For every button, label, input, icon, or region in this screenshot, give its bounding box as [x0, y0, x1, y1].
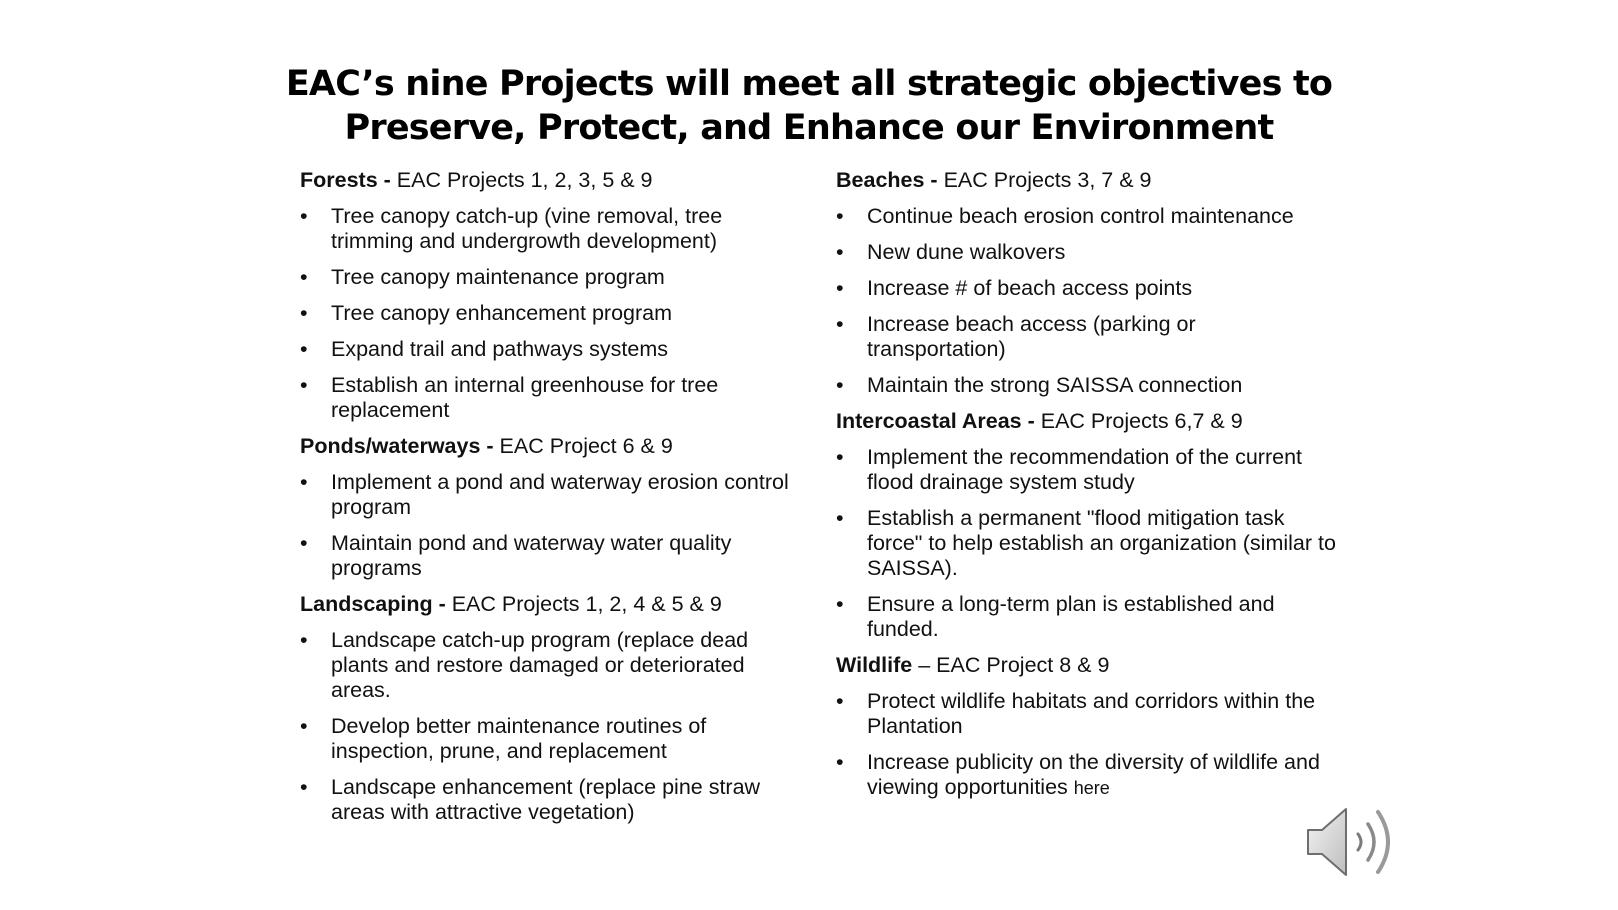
list-item: [300, 204, 810, 254]
bullet: •: [836, 312, 844, 336]
ponds-list: [300, 470, 810, 581]
section-label: Ponds/waterways -: [300, 434, 494, 458]
bullet: •: [300, 337, 308, 361]
list-item: [836, 750, 1336, 801]
beaches-list: [836, 204, 1336, 398]
list-item-text: Implement a pond and waterway erosion control program: [331, 470, 789, 519]
list-item: [836, 312, 1336, 362]
list-item-text: Landscape catch-up program (replace dead plants and restore damaged or deteriorated areas.: [331, 628, 749, 702]
slide-title-line-2: Preserve, Protect, and Enhance our Environment: [344, 108, 1274, 148]
bullet: •: [300, 531, 308, 555]
list-item: [836, 445, 1336, 495]
list-item: [300, 775, 810, 825]
list-item: [300, 265, 810, 290]
list-item-text: Establish a permanent "flood mitigation task force" to help establish an organization (similar to SAISSA).: [867, 506, 1336, 580]
sound-wave-2: [1368, 824, 1374, 860]
section-heading-ponds: [300, 434, 810, 459]
list-item: [836, 373, 1336, 398]
bullet: •: [300, 265, 308, 289]
bullet: •: [836, 240, 844, 264]
list-item: [300, 337, 810, 362]
bullet: •: [836, 373, 844, 397]
wildlife-list: [836, 689, 1336, 801]
section-projects: EAC Projects 1, 2, 4 & 5 & 9: [445, 592, 722, 616]
section-projects: EAC Projects 1, 2, 3, 5 & 9: [390, 168, 653, 192]
list-item: [836, 204, 1336, 229]
bullet: •: [836, 592, 844, 616]
section-heading-wildlife: [836, 653, 1336, 678]
list-item-text: New dune walkovers: [867, 240, 1066, 264]
bullet: •: [300, 373, 308, 397]
right-column: [836, 168, 1336, 812]
list-item-text: Landscape enhancement (replace pine straw areas with attractive vegetation): [331, 775, 761, 824]
list-item-text: Increase beach access (parking or transportation): [867, 312, 1196, 361]
bullet: •: [300, 301, 308, 325]
section-heading-intercoastal: [836, 409, 1336, 434]
section-projects: EAC Projects 6,7 & 9: [1034, 409, 1243, 433]
section-label: Wildlife: [836, 653, 913, 677]
section-label: Forests -: [300, 168, 391, 192]
list-item-text: Implement the recommendation of the current flood drainage system study: [867, 445, 1302, 494]
list-item-text: Increase # of beach access points: [867, 276, 1193, 300]
bullet: •: [836, 204, 844, 228]
list-item: [836, 592, 1336, 642]
list-item: [836, 506, 1336, 581]
list-item: [836, 276, 1336, 301]
list-item: [836, 689, 1336, 739]
list-item-text: Continue beach erosion control maintenance: [867, 204, 1294, 228]
list-item: [836, 240, 1336, 265]
list-item: [300, 714, 810, 764]
bullet: •: [300, 470, 308, 494]
list-item-text: Tree canopy maintenance program: [331, 265, 665, 289]
bullet: •: [836, 506, 844, 530]
section-heading-landscaping: [300, 592, 810, 617]
list-item-text: Tree canopy catch-up (vine removal, tree trimming and undergrowth development): [331, 204, 723, 253]
list-item-text: Expand trail and pathways systems: [331, 337, 668, 361]
list-item-text: Ensure a long-term plan is established and funded.: [867, 592, 1275, 641]
here-link[interactable]: here: [1073, 778, 1110, 798]
section-projects: EAC Project 6 & 9: [493, 434, 673, 458]
list-item: [300, 301, 810, 326]
bullet: •: [836, 750, 844, 774]
section-heading-beaches: [836, 168, 1336, 193]
section-projects: EAC Projects 3, 7 & 9: [937, 168, 1152, 192]
list-item-text: Maintain pond and waterway water quality programs: [331, 531, 732, 580]
intercoastal-list: [836, 445, 1336, 642]
list-item-text: Develop better maintenance routines of inspection, prune, and replacement: [331, 714, 707, 763]
section-heading-forests: [300, 168, 810, 193]
landscaping-list: [300, 628, 810, 825]
list-item-text: Protect wildlife habitats and corridors within the Plantation: [867, 689, 1316, 738]
slide-title: [250, 62, 1368, 150]
bullet: •: [836, 689, 844, 713]
sound-wave-1: [1358, 834, 1361, 850]
list-item: [300, 628, 810, 703]
section-label: Intercoastal Areas -: [836, 409, 1035, 433]
slide-title-line-1: EAC’s nine Projects will meet all strategic objectives to: [285, 64, 1333, 104]
speaker-icon[interactable]: [1306, 806, 1400, 878]
bullet: •: [300, 775, 308, 799]
bullet: •: [836, 276, 844, 300]
forests-list: [300, 204, 810, 423]
speaker-icon-graphic: [1306, 806, 1400, 878]
section-label: Beaches -: [836, 168, 938, 192]
list-item-text: Increase publicity on the diversity of wildlife and viewing opportunities: [867, 750, 1320, 799]
bullet: •: [300, 204, 308, 228]
section-label: Landscaping -: [300, 592, 446, 616]
list-item-text: Establish an internal greenhouse for tree replacement: [331, 373, 719, 422]
left-column: [300, 168, 810, 836]
sound-wave-3: [1378, 812, 1388, 872]
bullet: •: [836, 445, 844, 469]
section-projects: – EAC Project 8 & 9: [912, 653, 1110, 677]
list-item: [300, 531, 810, 581]
speaker-body: [1308, 809, 1346, 875]
list-item: [300, 373, 810, 423]
list-item-text: Maintain the strong SAISSA connection: [867, 373, 1243, 397]
list-item: [300, 470, 810, 520]
list-item-text: Tree canopy enhancement program: [331, 301, 673, 325]
bullet: •: [300, 628, 308, 652]
bullet: •: [300, 714, 308, 738]
